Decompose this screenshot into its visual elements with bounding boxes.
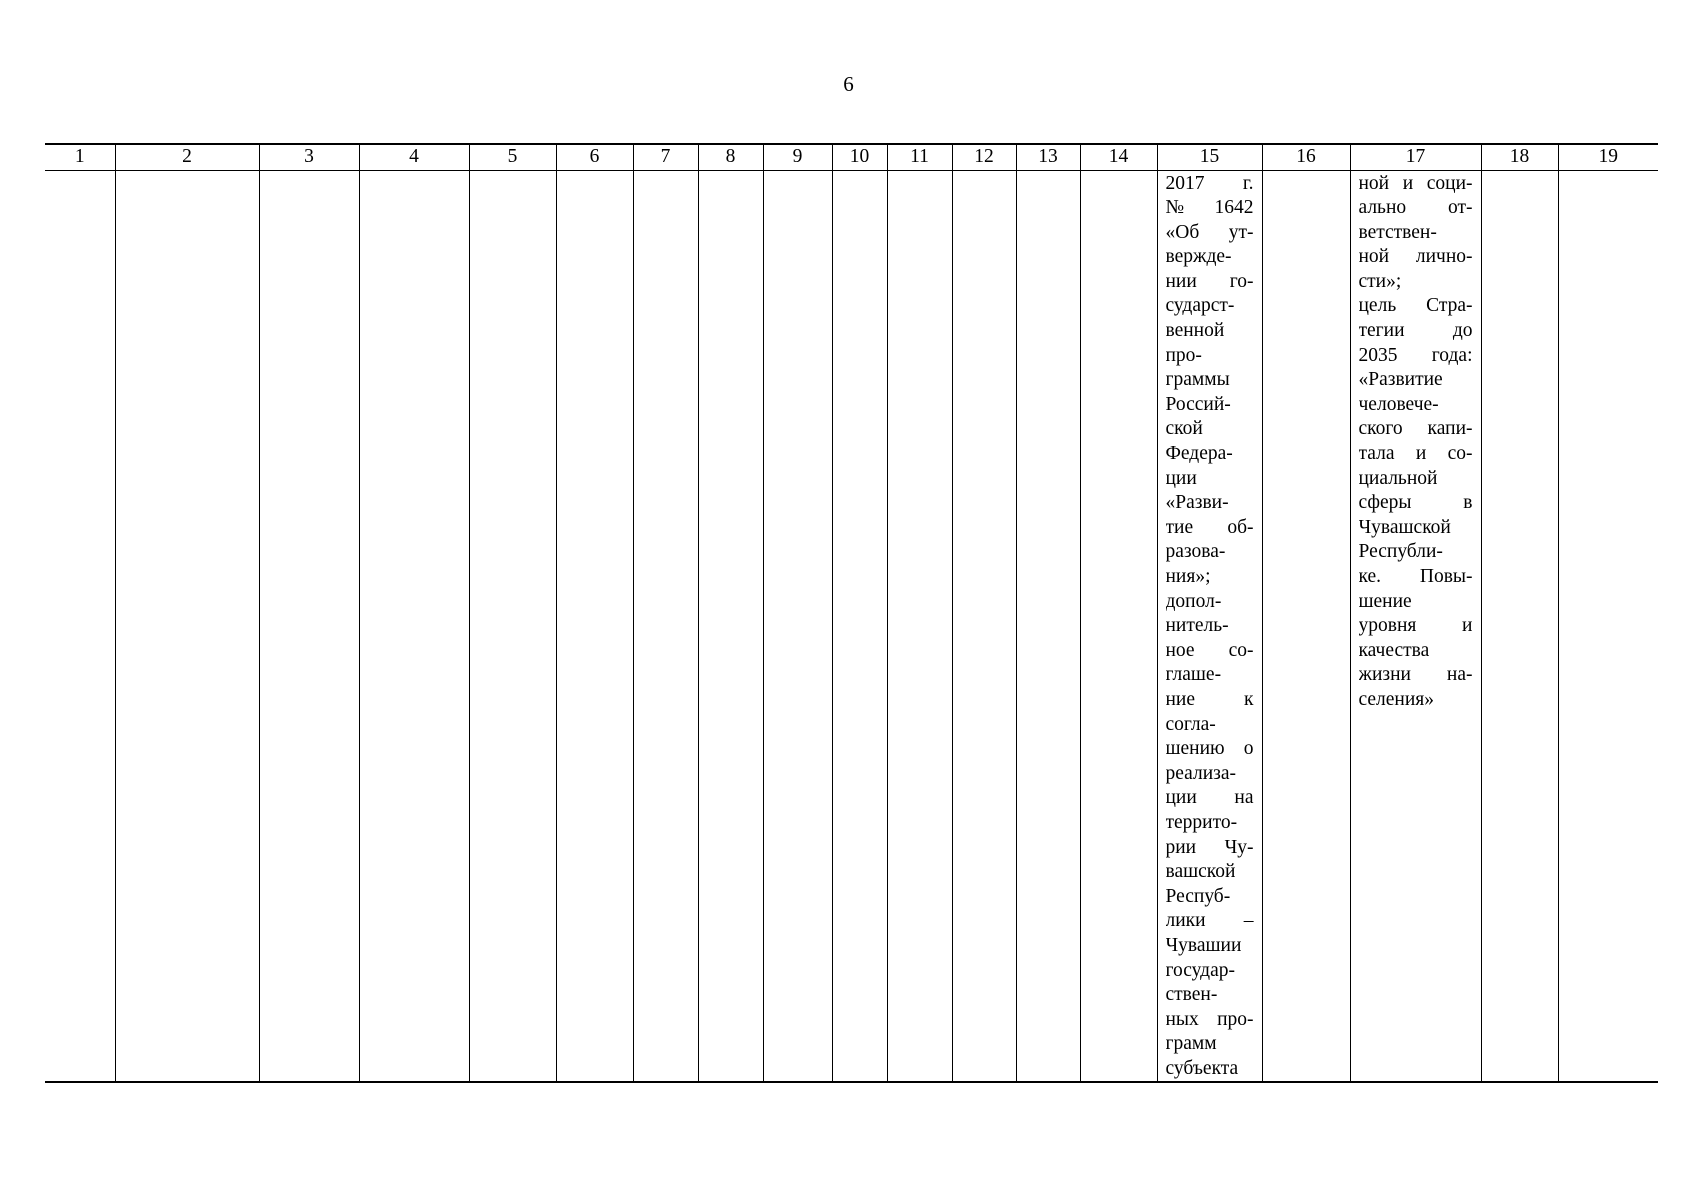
text-line: грамм <box>1165 1033 1217 1055</box>
text-line: разова- <box>1165 541 1226 563</box>
text-line: 2035 года: <box>1358 344 1473 366</box>
text-line: Чувашии <box>1165 934 1242 956</box>
text-line: тегии до <box>1358 320 1473 342</box>
text-line: про- <box>1165 344 1202 366</box>
column-header: 15 <box>1157 144 1262 170</box>
text-line: «Разви- <box>1165 492 1229 514</box>
table-cell <box>887 170 952 1082</box>
text-line: ное со- <box>1165 639 1254 661</box>
text-line: ской <box>1165 418 1203 440</box>
text-line: ния»; <box>1165 566 1211 587</box>
column-header: 9 <box>763 144 832 170</box>
text-line: глаше- <box>1165 664 1222 686</box>
text-line: Россий- <box>1165 393 1231 415</box>
table-cell <box>1080 170 1157 1082</box>
text-line: допол- <box>1165 590 1222 612</box>
column-header: 19 <box>1558 144 1658 170</box>
table-cell <box>1481 170 1558 1082</box>
table-cell <box>832 170 887 1082</box>
text-line: вержде- <box>1165 246 1232 268</box>
column-header: 12 <box>952 144 1016 170</box>
text-line: «Развитие <box>1358 369 1443 391</box>
column-header: 5 <box>469 144 556 170</box>
text-line: 2017 г. <box>1165 172 1254 194</box>
text-line: рии Чу- <box>1165 836 1254 858</box>
page-number: 6 <box>843 72 854 96</box>
text-line: сти»; <box>1358 270 1402 292</box>
data-table <box>45 143 1658 1083</box>
text-line: уровня и <box>1358 615 1473 637</box>
text-line: циальной <box>1358 467 1438 489</box>
text-line: нии го- <box>1165 270 1254 292</box>
text-line: ветствен- <box>1358 221 1437 243</box>
text-line: Респуб- <box>1165 885 1231 907</box>
text-line: согла- <box>1165 713 1216 735</box>
column-header: 2 <box>115 144 259 170</box>
col15-text <box>1158 171 1262 1082</box>
column-header: 7 <box>633 144 698 170</box>
text-line: государ- <box>1165 959 1235 981</box>
table-cell <box>359 170 469 1082</box>
column-header: 16 <box>1262 144 1350 170</box>
column-header: 6 <box>556 144 633 170</box>
text-line: Республи- <box>1358 541 1443 563</box>
column-header: 8 <box>698 144 763 170</box>
text-line: вашской <box>1165 861 1236 883</box>
text-line: граммы <box>1165 369 1230 391</box>
text-line: субъекта <box>1165 1057 1239 1079</box>
text-line: ние к <box>1165 688 1254 710</box>
text-line: «Об ут- <box>1165 221 1254 243</box>
text-line: Федера- <box>1165 443 1233 465</box>
table-cell-col15 <box>1157 170 1262 1082</box>
column-header: 3 <box>259 144 359 170</box>
text-line: шению о <box>1165 738 1254 760</box>
column-header: 10 <box>832 144 887 170</box>
text-line: лики – <box>1165 910 1254 932</box>
text-line: нитель- <box>1165 615 1229 637</box>
table-cell <box>259 170 359 1082</box>
table-cell <box>1262 170 1350 1082</box>
column-header: 13 <box>1016 144 1080 170</box>
table-cell <box>633 170 698 1082</box>
text-line: ке. Повы- <box>1358 566 1473 587</box>
text-line: ции <box>1165 467 1197 489</box>
table-cell <box>952 170 1016 1082</box>
text-line: ции на <box>1165 787 1254 809</box>
text-line: № 1642 <box>1165 197 1254 219</box>
text-line: ных про- <box>1165 1008 1254 1030</box>
table-cell <box>763 170 832 1082</box>
text-line: цель Стра- <box>1358 295 1473 317</box>
text-line: Чувашской <box>1358 516 1451 538</box>
table-cell <box>1558 170 1658 1082</box>
text-line: террито- <box>1165 811 1238 833</box>
header-row <box>45 144 1658 170</box>
text-line: человече- <box>1358 393 1439 415</box>
table-cell-col17 <box>1350 170 1481 1082</box>
text-line: ной лично- <box>1358 246 1473 268</box>
text-line: тие об- <box>1165 516 1254 538</box>
table-row <box>45 170 1658 1082</box>
column-header: 17 <box>1350 144 1481 170</box>
text-line: жизни на- <box>1358 664 1473 686</box>
text-line: реализа- <box>1165 762 1236 784</box>
col17-text <box>1351 171 1481 713</box>
column-header: 14 <box>1080 144 1157 170</box>
table-cell <box>1016 170 1080 1082</box>
column-header: 4 <box>359 144 469 170</box>
text-line: качества <box>1358 639 1430 661</box>
text-line: тала и со- <box>1358 443 1473 465</box>
table-cell <box>45 170 115 1082</box>
table-cell <box>698 170 763 1082</box>
column-header: 18 <box>1481 144 1558 170</box>
column-header: 1 <box>45 144 115 170</box>
text-line: ной и соци- <box>1358 172 1473 194</box>
column-header: 11 <box>887 144 952 170</box>
table-cell <box>556 170 633 1082</box>
text-line: селения» <box>1358 688 1435 710</box>
text-line: ствен- <box>1165 984 1218 1006</box>
text-line: сферы в <box>1358 492 1473 514</box>
text-line: ского капи- <box>1358 418 1473 440</box>
text-line: венной <box>1165 320 1225 342</box>
text-line: сударст- <box>1165 295 1235 317</box>
table-cell <box>469 170 556 1082</box>
text-line: шение <box>1358 590 1412 612</box>
text-line: ально от- <box>1358 197 1473 219</box>
table-cell <box>115 170 259 1082</box>
